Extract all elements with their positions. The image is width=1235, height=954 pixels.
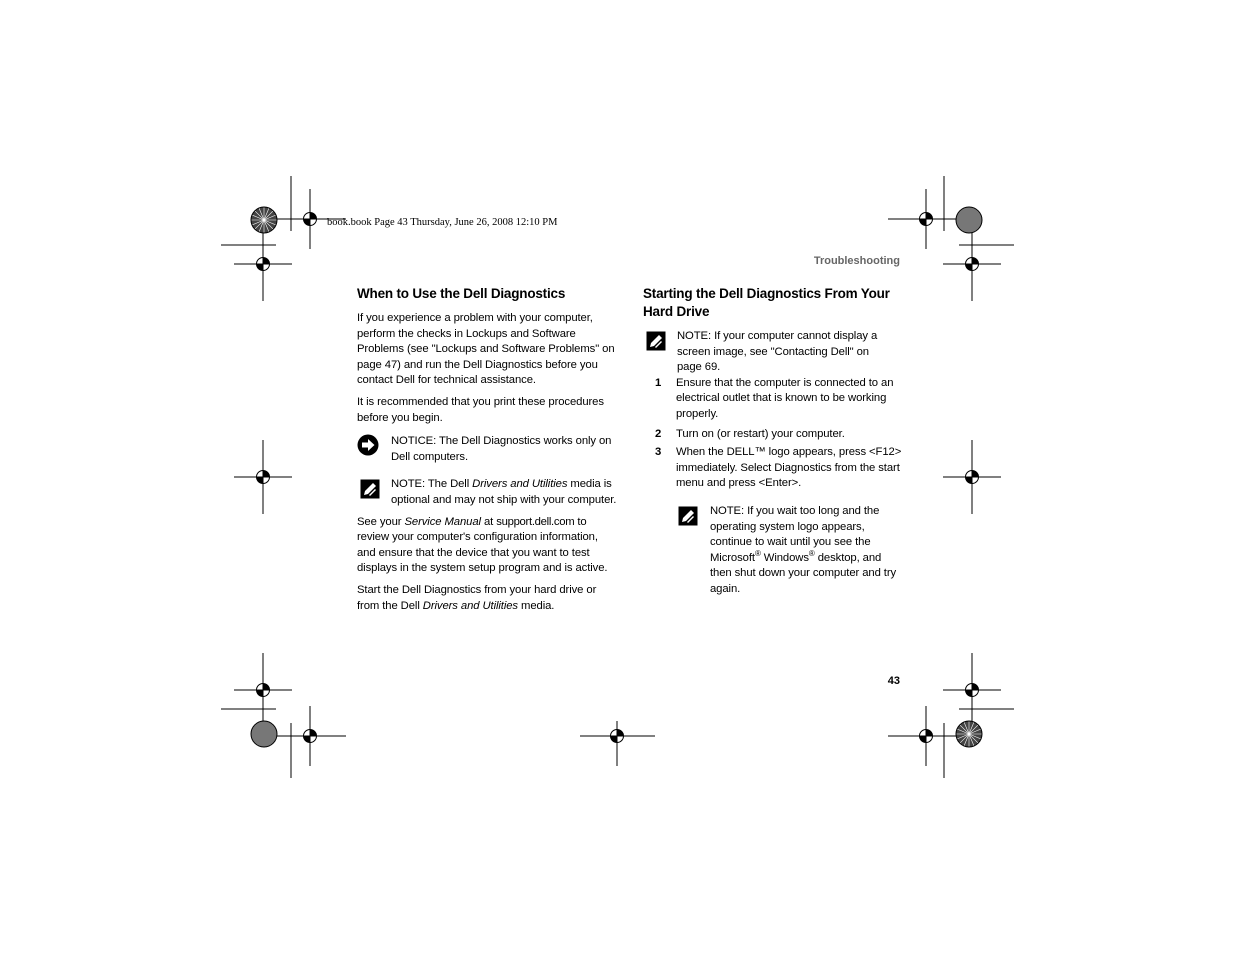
registered-mark: ® [754,548,761,558]
wait-note-text: If you wait too long and the operating system logo appears, continue to wait until you see the Microsoft [710,504,880,564]
service-manual-paragraph [357,515,617,577]
wait-note-callout [676,504,905,598]
service-manual-title: Service Manual [404,515,481,528]
step-item [643,427,905,443]
step-text: from the start menu and press <Enter>. [676,461,900,490]
step-number: 1 [655,376,662,389]
section-heading-starting-diagnostics: Starting the Dell Diagnostics From Your Hard Drive [643,286,890,319]
wait-note-text: desktop, and then shut down your computer and try again. [710,551,897,595]
note-text-start: The Dell [425,478,473,491]
para3-start: See your [357,515,405,528]
note-pencil-icon [646,331,666,356]
note-callout [357,477,617,508]
registered-mark: ® [808,548,815,558]
step-number: 3 [655,446,662,459]
diagnostics-menu-item: Diagnostics [774,461,832,474]
step-number: 2 [655,427,662,440]
para3-at: at [480,515,497,528]
note-text-end: media is optional and may not ship with your computer. [391,478,617,506]
intro-paragraph: If you experience a problem with your computer, perform the checks in Lockups and Software Problems (see "Lockups and Software Problems" on page 47) and run the Dell Diagnostics before you contact Dell for technical assistance. [357,312,615,387]
steps-list [643,376,905,492]
para3-end: to review your computer's configuration information, and ensure that the device that you want to test displays in the system setup program and is active. [357,515,608,575]
print-slug: book.book Page 43 Thursday, June 26, 2008 12:10 PM [327,217,558,228]
running-head: Troubleshooting [813,255,900,267]
notice-callout [357,434,617,465]
step-text: When the DELL™ logo appears, press <F12> immediately. Select [676,446,902,474]
left-column [357,285,617,614]
note-pencil-icon [360,479,380,504]
note-label: NOTE: [677,330,712,342]
para4-end: media. [518,599,555,612]
notice-label: NOTICE: [391,435,437,448]
note-label: NOTE: [710,504,745,517]
support-url-link[interactable]: support.dell.com [496,515,575,528]
notice-text: The Dell Diagnostics works only on Dell computers. [391,435,612,463]
step-item [643,445,905,492]
display-note-callout [643,329,905,376]
step-item [643,376,905,423]
note-media-name: Drivers and Utilities [472,478,568,491]
wait-note-text: Windows [760,551,809,564]
print-recommendation: It is recommended that you print these procedures before you begin. [357,395,604,424]
para4-start: Start the Dell Diagnostics from your hard drive or from the Dell [357,583,597,612]
page-number: 43 [887,675,900,687]
notice-arrow-icon [357,434,381,461]
para4-media-name: Drivers and Utilities [422,599,518,612]
step-text: Ensure that the computer is connected to an electrical outlet that is known to be working properly. [676,376,894,420]
section-heading-when-to-use: When to Use the Dell Diagnostics [357,286,566,301]
right-column [643,285,905,598]
start-diagnostics-paragraph [357,583,617,614]
step-text: Turn on (or restart) your computer. [676,427,845,440]
note-pencil-icon [678,506,698,531]
note-label: NOTE: [391,478,426,491]
display-note-text: If your computer cannot display a screen image, see "Contacting Dell" on page 69. [677,330,878,374]
